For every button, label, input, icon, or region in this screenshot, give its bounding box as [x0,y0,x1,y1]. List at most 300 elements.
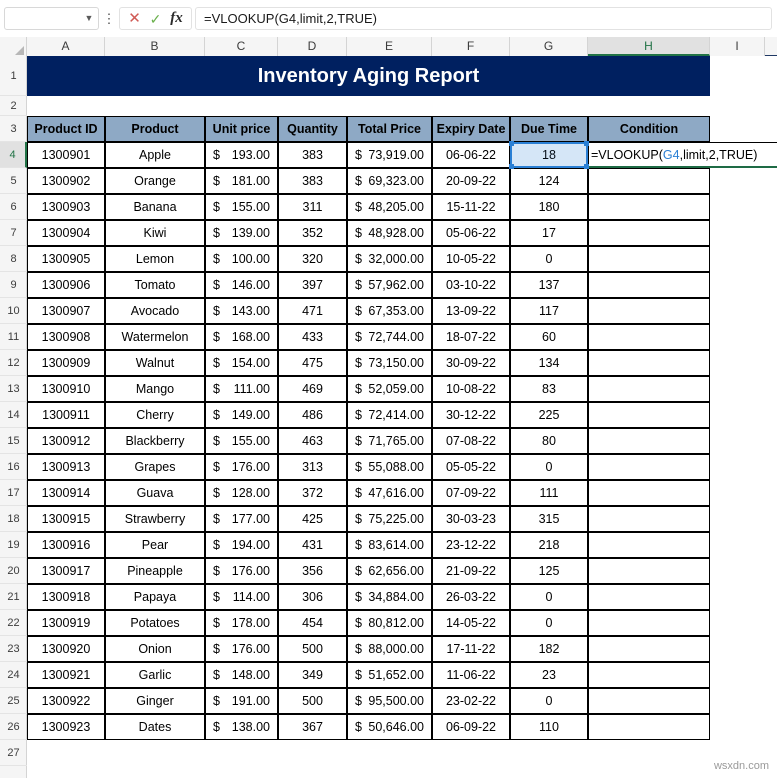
cell-expiry-date[interactable]: 13-09-22 [432,298,510,324]
row-header-26[interactable]: 26 [0,714,27,740]
unit-price-value: 191.00 [231,694,270,708]
column-header-c[interactable]: C [205,37,278,56]
currency-symbol: $ [213,408,220,422]
total-price-value: 51,652.00 [368,668,424,682]
cell-unit-price[interactable] [205,688,278,714]
cell-product-name[interactable]: Blackberry [105,428,205,454]
cell-quantity[interactable]: 431 [278,532,347,558]
cell-expiry-date[interactable]: 23-02-22 [432,688,510,714]
table-header-e[interactable]: Total Price [347,116,432,142]
row-header-12[interactable]: 12 [0,350,27,376]
cell-due-time[interactable]: 110 [510,714,588,740]
chevron-down-icon[interactable]: ▼ [84,13,94,23]
total-price-value: 80,812.00 [368,616,424,630]
currency-symbol: $ [213,538,220,552]
column-header-e[interactable]: E [347,37,432,56]
cell-due-time[interactable]: 0 [510,610,588,636]
cell-product-name[interactable]: Banana [105,194,205,220]
cell-total-price[interactable] [347,350,432,376]
formula-input[interactable]: =VLOOKUP(G4,limit,2,TRUE) [195,7,772,30]
cell-total-price[interactable] [347,194,432,220]
total-price-value: 73,919.00 [368,148,424,162]
cell-condition[interactable] [588,350,710,376]
cell-product-id[interactable]: 1300907 [27,298,105,324]
cell-expiry-date[interactable]: 14-05-22 [432,610,510,636]
cell-product-name[interactable]: Garlic [105,662,205,688]
formula-suffix: ,limit,2,TRUE) [679,147,758,162]
currency-symbol: $ [355,356,362,370]
cell-total-price[interactable] [347,428,432,454]
cell-due-time[interactable]: 111 [510,480,588,506]
currency-symbol: $ [355,174,362,188]
currency-symbol: $ [355,200,362,214]
row-header-16[interactable]: 16 [0,454,27,480]
cell-product-id[interactable]: 1300911 [27,402,105,428]
unit-price-value: 114.00 [232,590,270,604]
cell-product-name[interactable]: Walnut [105,350,205,376]
cell-unit-price[interactable] [205,194,278,220]
total-price-value: 83,614.00 [368,538,424,552]
cell-unit-price[interactable] [205,532,278,558]
cell-total-price[interactable] [347,662,432,688]
currency-symbol: $ [213,564,220,578]
cell-product-name[interactable]: Mango [105,376,205,402]
cell-unit-price[interactable] [205,168,278,194]
cell-total-price[interactable] [347,168,432,194]
cell-condition[interactable] [588,662,710,688]
cell-expiry-date[interactable]: 15-11-22 [432,194,510,220]
cell-due-time[interactable]: 0 [510,584,588,610]
cell-unit-price[interactable] [205,480,278,506]
active-cell-editor[interactable] [588,142,777,168]
unit-price-value: 176.00 [231,564,270,578]
total-price-value: 95,500.00 [368,694,424,708]
cell-due-time[interactable]: 225 [510,402,588,428]
cell-product-id[interactable]: 1300901 [27,142,105,168]
cell-expiry-date[interactable]: 21-09-22 [432,558,510,584]
unit-price-value: 146.00 [231,278,270,292]
row-header-5[interactable]: 5 [0,168,27,194]
cell-quantity[interactable]: 500 [278,688,347,714]
cell-unit-price[interactable] [205,324,278,350]
cell-unit-price[interactable] [205,662,278,688]
cell-expiry-date[interactable]: 10-05-22 [432,246,510,272]
cell-condition[interactable] [588,454,710,480]
cell-product-id[interactable]: 1300905 [27,246,105,272]
cell-unit-price[interactable] [205,714,278,740]
table-header-h[interactable]: Condition [588,116,710,142]
column-header-a[interactable]: A [27,37,105,56]
row-header-23[interactable]: 23 [0,636,27,662]
currency-symbol: $ [213,460,220,474]
column-header-i[interactable]: I [710,37,765,56]
cell-product-name[interactable]: Papaya [105,584,205,610]
cell-quantity[interactable]: 367 [278,714,347,740]
currency-symbol: $ [213,642,220,656]
row-header-24[interactable]: 24 [0,662,27,688]
cell-total-price[interactable] [347,142,432,168]
cell-expiry-date[interactable]: 17-11-22 [432,636,510,662]
column-header-b[interactable]: B [105,37,205,56]
row-header-21[interactable]: 21 [0,584,27,610]
cell-unit-price[interactable] [205,428,278,454]
currency-symbol: $ [355,616,362,630]
row-header-10[interactable]: 10 [0,298,27,324]
cell-due-time[interactable]: 315 [510,506,588,532]
insert-function-icon[interactable]: fx [170,10,183,26]
unit-price-value: 181.00 [231,174,270,188]
currency-symbol: $ [213,668,220,682]
cell-quantity[interactable]: 313 [278,454,347,480]
cell-quantity[interactable]: 469 [278,376,347,402]
cell-condition[interactable] [588,636,710,662]
cell-condition[interactable] [588,402,710,428]
cell-expiry-date[interactable]: 30-03-23 [432,506,510,532]
more-options-icon[interactable]: ⋮ [102,11,116,26]
cell-unit-price[interactable] [205,272,278,298]
cell-total-price[interactable] [347,688,432,714]
cell-expiry-date[interactable]: 18-07-22 [432,324,510,350]
cell-due-time[interactable]: 0 [510,454,588,480]
cell-product-name[interactable]: Orange [105,168,205,194]
cell-quantity[interactable]: 500 [278,636,347,662]
cell-condition[interactable] [588,480,710,506]
table-header-g[interactable]: Due Time [510,116,588,142]
cell-condition[interactable] [588,246,710,272]
cell-product-name[interactable]: Onion [105,636,205,662]
cell-expiry-date[interactable]: 06-06-22 [432,142,510,168]
cell-quantity[interactable]: 486 [278,402,347,428]
cell-condition[interactable] [588,506,710,532]
cell-product-id[interactable]: 1300915 [27,506,105,532]
currency-symbol: $ [355,538,362,552]
unit-price-value: 138.00 [231,720,270,734]
cell-expiry-date[interactable]: 05-05-22 [432,454,510,480]
cell-total-price[interactable] [347,506,432,532]
cell-expiry-date[interactable]: 05-06-22 [432,220,510,246]
row-header-15[interactable]: 15 [0,428,27,454]
cell-unit-price[interactable] [205,636,278,662]
table-header-f[interactable]: Expiry Date [432,116,510,142]
unit-price-value: 100.00 [231,252,270,266]
cell-quantity[interactable]: 471 [278,298,347,324]
cell-total-price[interactable] [347,610,432,636]
cell-product-id[interactable]: 1300921 [27,662,105,688]
cell-product-id[interactable]: 1300909 [27,350,105,376]
cell-due-time[interactable]: 18 [510,142,588,168]
unit-price-value: 194.00 [231,538,270,552]
table-header-a[interactable]: Product ID [27,116,105,142]
cell-unit-price[interactable] [205,142,278,168]
cell-product-id[interactable]: 1300902 [27,168,105,194]
currency-symbol: $ [355,590,362,604]
cell-quantity[interactable]: 372 [278,480,347,506]
row-header-8[interactable]: 8 [0,246,27,272]
cell-condition[interactable] [588,558,710,584]
cell-due-time[interactable]: 218 [510,532,588,558]
select-all-corner[interactable] [0,37,27,56]
cell-product-id[interactable]: 1300922 [27,688,105,714]
cell-unit-price[interactable] [205,506,278,532]
unit-price-value: 193.00 [231,148,270,162]
table-header-c[interactable]: Unit price [205,116,278,142]
row-header-1[interactable]: 1 [0,56,27,96]
cell-product-id[interactable]: 1300914 [27,480,105,506]
currency-symbol: $ [355,668,362,682]
name-box[interactable] [4,7,99,30]
cell-product-id[interactable]: 1300903 [27,194,105,220]
cell-condition[interactable] [588,194,710,220]
cell-quantity[interactable]: 356 [278,558,347,584]
cell-due-time[interactable]: 0 [510,246,588,272]
currency-symbol: $ [213,356,220,370]
currency-symbol: $ [355,694,362,708]
cell-expiry-date[interactable]: 07-08-22 [432,428,510,454]
row-header-25[interactable]: 25 [0,688,27,714]
cell-due-time[interactable]: 182 [510,636,588,662]
column-header-h[interactable]: H [588,37,710,56]
cell-condition[interactable] [588,298,710,324]
confirm-icon[interactable]: ✓ [149,10,162,27]
row-header-7[interactable]: 7 [0,220,27,246]
cell-product-id[interactable]: 1300913 [27,454,105,480]
cell-total-price[interactable] [347,272,432,298]
cell-total-price[interactable] [347,246,432,272]
row-header-17[interactable]: 17 [0,480,27,506]
row-header-11[interactable]: 11 [0,324,27,350]
cell-quantity[interactable]: 425 [278,506,347,532]
total-price-value: 34,884.00 [368,590,424,604]
total-price-value: 67,353.00 [368,304,424,318]
cell-product-name[interactable]: Potatoes [105,610,205,636]
cell-quantity[interactable]: 463 [278,428,347,454]
cell-due-time[interactable]: 0 [510,688,588,714]
unit-price-value: 168.00 [231,330,270,344]
cell-quantity[interactable]: 311 [278,194,347,220]
cell-total-price[interactable] [347,532,432,558]
cell-product-id[interactable]: 1300917 [27,558,105,584]
cell-expiry-date[interactable]: 26-03-22 [432,584,510,610]
cell-total-price[interactable] [347,558,432,584]
row-header-18[interactable]: 18 [0,506,27,532]
cell-due-time[interactable]: 125 [510,558,588,584]
cell-quantity[interactable]: 306 [278,584,347,610]
cell-condition[interactable] [588,168,710,194]
cell-product-name[interactable]: Watermelon [105,324,205,350]
column-header-g[interactable]: G [510,37,588,56]
cell-expiry-date[interactable]: 30-09-22 [432,350,510,376]
cell-product-name[interactable]: Lemon [105,246,205,272]
cell-unit-price[interactable] [205,402,278,428]
cell-unit-price[interactable] [205,376,278,402]
cell-total-price[interactable] [347,298,432,324]
cell-product-id[interactable]: 1300923 [27,714,105,740]
cell-product-name[interactable]: Kiwi [105,220,205,246]
cell-quantity[interactable]: 383 [278,168,347,194]
cell-product-name[interactable]: Dates [105,714,205,740]
cell-expiry-date[interactable]: 07-09-22 [432,480,510,506]
table-header-d[interactable]: Quantity [278,116,347,142]
row-header-19[interactable]: 19 [0,532,27,558]
row-header-27[interactable]: 27 [0,740,27,766]
currency-symbol: $ [355,252,362,266]
total-price-value: 52,059.00 [368,382,424,396]
cell-product-name[interactable]: Pineapple [105,558,205,584]
column-header-d[interactable]: D [278,37,347,56]
currency-symbol: $ [355,330,362,344]
cell-product-id[interactable]: 1300912 [27,428,105,454]
cell-due-time[interactable]: 134 [510,350,588,376]
cell-product-id[interactable]: 1300920 [27,636,105,662]
row-header-4[interactable]: 4 [0,142,27,168]
cell-unit-price[interactable] [205,298,278,324]
cell-product-id[interactable]: 1300904 [27,220,105,246]
currency-symbol: $ [355,382,362,396]
currency-symbol: $ [213,330,220,344]
cell-due-time[interactable]: 117 [510,298,588,324]
formula-action-group [119,7,192,30]
total-price-value: 88,000.00 [368,642,424,656]
unit-price-value: 155.00 [231,434,270,448]
currency-symbol: $ [213,252,220,266]
cell-due-time[interactable]: 23 [510,662,588,688]
currency-symbol: $ [355,278,362,292]
cell-expiry-date[interactable]: 10-08-22 [432,376,510,402]
cell-quantity[interactable]: 320 [278,246,347,272]
currency-symbol: $ [355,564,362,578]
row-header-6[interactable]: 6 [0,194,27,220]
cell-expiry-date[interactable]: 11-06-22 [432,662,510,688]
unit-price-value: 139.00 [231,226,270,240]
cell-unit-price[interactable] [205,584,278,610]
cell-condition[interactable] [588,532,710,558]
currency-symbol: $ [213,226,220,240]
cell-unit-price[interactable] [205,350,278,376]
cell-condition[interactable] [588,714,710,740]
cell-expiry-date[interactable]: 03-10-22 [432,272,510,298]
cell-condition[interactable] [588,610,710,636]
cell-quantity[interactable]: 397 [278,272,347,298]
cell-quantity[interactable]: 383 [278,142,347,168]
currency-symbol: $ [213,148,220,162]
cell-product-name[interactable]: Tomato [105,272,205,298]
cell-total-price[interactable] [347,220,432,246]
cell-due-time[interactable]: 180 [510,194,588,220]
currency-symbol: $ [213,434,220,448]
cell-unit-price[interactable] [205,558,278,584]
cell-condition[interactable] [588,220,710,246]
cell-total-price[interactable] [347,584,432,610]
row-header-gutter [0,56,27,778]
cell-condition[interactable] [588,428,710,454]
cell-quantity[interactable]: 475 [278,350,347,376]
currency-symbol: $ [213,590,220,604]
currency-symbol: $ [355,408,362,422]
cell-product-name[interactable]: Avocado [105,298,205,324]
cell-condition[interactable] [588,688,710,714]
cell-expiry-date[interactable]: 23-12-22 [432,532,510,558]
cell-total-price[interactable] [347,324,432,350]
select-all-triangle-icon [15,46,24,55]
unit-price-value: 177.00 [231,512,270,526]
sheet-canvas [27,56,777,778]
row-header-22[interactable]: 22 [0,610,27,636]
row-header-2[interactable]: 2 [0,96,27,116]
cell-due-time[interactable]: 17 [510,220,588,246]
cell-product-id[interactable]: 1300908 [27,324,105,350]
row-header-20[interactable]: 20 [0,558,27,584]
cell-product-id[interactable]: 1300918 [27,584,105,610]
currency-symbol: $ [355,304,362,318]
cell-product-id[interactable]: 1300916 [27,532,105,558]
column-header-f[interactable]: F [432,37,510,56]
cell-quantity[interactable]: 454 [278,610,347,636]
cell-product-name[interactable]: Apple [105,142,205,168]
cell-product-name[interactable]: Strawberry [105,506,205,532]
cell-product-name[interactable]: Pear [105,532,205,558]
cell-product-id[interactable]: 1300910 [27,376,105,402]
cell-condition[interactable] [588,272,710,298]
cell-due-time[interactable]: 137 [510,272,588,298]
cell-total-price[interactable] [347,480,432,506]
row-header-14[interactable]: 14 [0,402,27,428]
cell-due-time[interactable]: 124 [510,168,588,194]
currency-symbol: $ [355,720,362,734]
cell-due-time[interactable]: 80 [510,428,588,454]
cell-total-price[interactable] [347,376,432,402]
cell-total-price[interactable] [347,454,432,480]
row-header-9[interactable]: 9 [0,272,27,298]
cell-total-price[interactable] [347,402,432,428]
cell-expiry-date[interactable]: 20-09-22 [432,168,510,194]
row-header-3[interactable]: 3 [0,116,27,142]
cell-unit-price[interactable] [205,610,278,636]
cell-product-name[interactable]: Grapes [105,454,205,480]
unit-price-value: 178.00 [231,616,270,630]
cell-unit-price[interactable] [205,454,278,480]
cell-quantity[interactable]: 352 [278,220,347,246]
currency-symbol: $ [355,460,362,474]
cell-total-price[interactable] [347,714,432,740]
cell-condition[interactable] [588,376,710,402]
cell-product-name[interactable]: Ginger [105,688,205,714]
watermark: wsxdn.com [713,760,769,772]
row-header-13[interactable]: 13 [0,376,27,402]
unit-price-value: 111.00 [233,382,270,396]
cell-due-time[interactable]: 83 [510,376,588,402]
cell-product-id[interactable]: 1300906 [27,272,105,298]
cell-due-time[interactable]: 60 [510,324,588,350]
cell-expiry-date[interactable]: 06-09-22 [432,714,510,740]
cell-condition[interactable] [588,584,710,610]
cell-product-name[interactable]: Cherry [105,402,205,428]
currency-symbol: $ [355,486,362,500]
cancel-icon[interactable]: ✕ [128,10,141,27]
cell-product-name[interactable]: Guava [105,480,205,506]
total-price-value: 32,000.00 [368,252,424,266]
cell-quantity[interactable]: 433 [278,324,347,350]
total-price-value: 72,414.00 [368,408,424,422]
cell-total-price[interactable] [347,636,432,662]
cell-unit-price[interactable] [205,220,278,246]
cell-product-id[interactable]: 1300919 [27,610,105,636]
cell-quantity[interactable]: 349 [278,662,347,688]
unit-price-value: 155.00 [231,200,270,214]
cell-expiry-date[interactable]: 30-12-22 [432,402,510,428]
cell-condition[interactable] [588,324,710,350]
table-header-b[interactable]: Product [105,116,205,142]
cell-unit-price[interactable] [205,246,278,272]
